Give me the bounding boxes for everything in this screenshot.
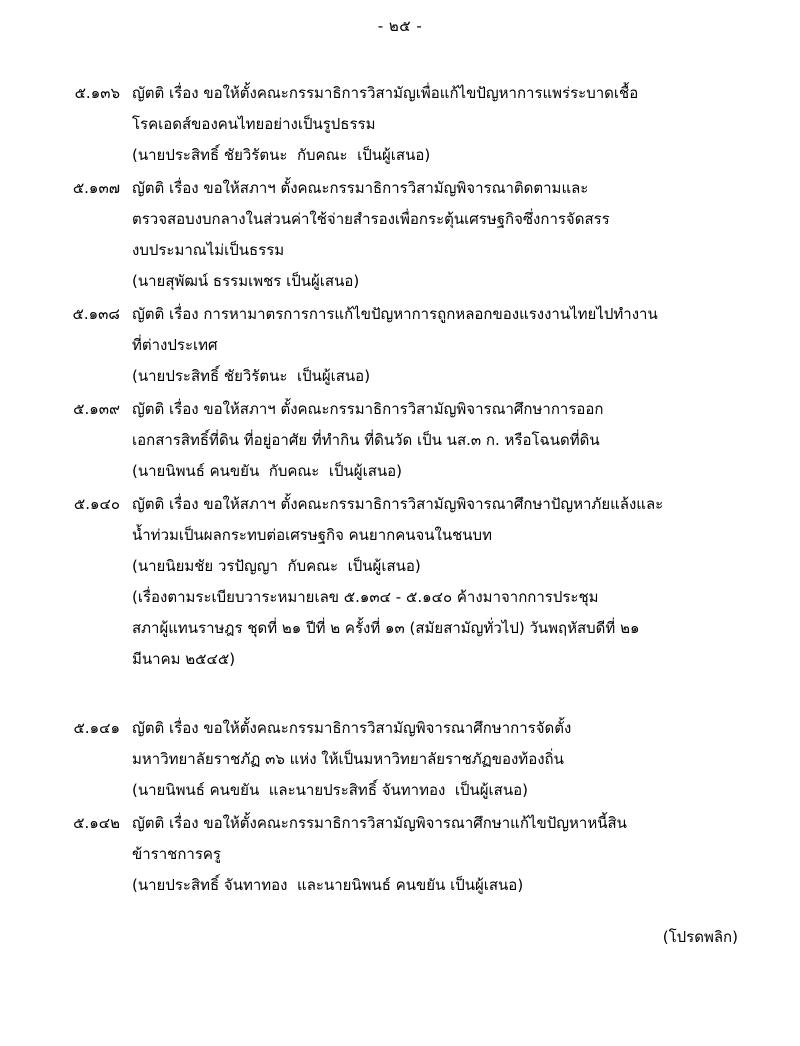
agenda-entry-number: ๕.๑๓๘ (72, 305, 120, 323)
agenda-entry-number: ๕.๑๔๒ (73, 814, 120, 832)
agenda-entry-body (132, 78, 738, 171)
agenda-entry-proposer: (นายประสิทธิ์ ชัยวิรัตนะ เป็นผู้เสนอ) (132, 367, 371, 385)
agenda-entry-number: ๕.๑๓๙ (73, 400, 120, 418)
agenda-entry-body (132, 489, 738, 675)
agenda-entry-proposer: (นายประสิทธิ์ จันทาทอง และนายนิพนธ์ คนขยัน เป็นผู้เสนอ) (132, 876, 524, 894)
agenda-entry-text-line: ที่ต่างประเทศ (132, 336, 218, 354)
page-number: - ๒๕ - (377, 17, 423, 35)
agenda-entry-proposer: (นายนิพนธ์ คนขยัน กับคณะ เป็นผู้เสนอ) (132, 462, 402, 480)
document-content (0, 38, 800, 901)
agenda-entry (62, 808, 738, 901)
agenda-entry-text-line: งบประมาณไม่เป็นธรรม (132, 241, 285, 259)
agenda-entry (62, 78, 738, 171)
agenda-entry-text-line: ญัตติ เรื่อง ขอให้สภาฯ ตั้งคณะกรรมาธิการวิสามัญพิจารณาติดตามและ (132, 179, 589, 197)
agenda-entry-note-line: มีนาคม ๒๕๔๕) (132, 650, 236, 668)
agenda-entry (62, 394, 738, 487)
agenda-entry-body (132, 299, 738, 392)
agenda-entry-proposer: (นายประสิทธิ์ ชัยวิรัตนะ กับคณะ เป็นผู้เสนอ) (132, 146, 431, 164)
agenda-entry-text-line: ญัตติ เรื่อง ขอให้สภาฯ ตั้งคณะกรรมาธิการวิสามัญพิจารณาศึกษาการออก (132, 400, 604, 418)
agenda-entry-text-line: ญัตติ เรื่อง ขอให้ตั้งคณะกรรมาธิการวิสามัญเพื่อแก้ไขปัญหาการแพร่ระบาดเชื้อ (132, 84, 639, 102)
agenda-entry (62, 173, 738, 297)
agenda-entry-text-line: เอกสารสิทธิ์ที่ดิน ที่อยู่อาศัย ที่ทำกิน ที่ดินวัด เป็น นส.๓ ก. หรือโฉนดที่ดิน (132, 431, 600, 449)
agenda-entry (62, 713, 738, 806)
agenda-entry-text-line: มหาวิทยาลัยราชภัฏ ๓๖ แห่ง ให้เป็นมหาวิทยาลัยราชภัฏของท้องถิ่น (132, 750, 564, 768)
agenda-entry-text-line: ญัตติ เรื่อง ขอให้ตั้งคณะกรรมาธิการวิสามัญพิจารณาศึกษาแก้ไขปัญหาหนี้สิน (132, 814, 627, 832)
agenda-entry-body (132, 394, 738, 487)
agenda-entry (62, 299, 738, 392)
agenda-entry-text-line: ญัตติ เรื่อง ขอให้สภาฯ ตั้งคณะกรรมาธิการวิสามัญพิจารณาศึกษาปัญหาภัยแล้งและ (132, 495, 664, 513)
agenda-entry-proposer: (นายนิยมชัย วรปัญญา กับคณะ เป็นผู้เสนอ) (132, 557, 421, 575)
agenda-entry (62, 489, 738, 675)
agenda-entry-body (132, 173, 738, 297)
agenda-entry-text-line: ญัตติ เรื่อง ขอให้ตั้งคณะกรรมาธิการวิสามัญพิจารณาศึกษาการจัดตั้ง (132, 719, 572, 737)
agenda-entry-list (62, 78, 738, 901)
agenda-entry-note-line: (เรื่องตามระเบียบวาระหมายเลข ๕.๑๓๔ - ๕.๑๔๐ ค้างมาจากการประชุม (132, 588, 599, 606)
agenda-entry-text-line: น้ำท่วมเป็นผลกระทบต่อเศรษฐกิจ คนยากคนจนในชนบท (132, 526, 492, 544)
agenda-entry-proposer: (นายนิพนธ์ คนขยัน และนายประสิทธิ์ จันทาทอง เป็นผู้เสนอ) (132, 781, 528, 799)
agenda-entry-number: ๕.๑๔๑ (73, 719, 120, 737)
agenda-entry-note-line: สภาผู้แทนราษฎร ชุดที่ ๒๑ ปีที่ ๒ ครั้งที่ ๑๓ (สมัยสามัญทั่วไป) วันพฤหัสบดีที่ ๒๑ (132, 619, 640, 637)
agenda-entry-text-line: โรคเอดส์ของคนไทยอย่างเป็นรูปธรรม (132, 115, 376, 133)
agenda-entry-body (132, 808, 738, 901)
agenda-entry-text-line: ตรวจสอบงบกลางในส่วนค่าใช้จ่ายสำรองเพื่อกระตุ้นเศรษฐกิจซึ่งการจัดสรร (132, 210, 610, 228)
agenda-entry-proposer: (นายสุพัฒน์ ธรรมเพชร เป็นผู้เสนอ) (132, 272, 360, 290)
agenda-entry-number: ๕.๑๔๐ (73, 495, 120, 513)
agenda-entry-body (132, 713, 738, 806)
agenda-entry-note (132, 582, 738, 675)
footer-note: (โปรดพลิก) (662, 928, 738, 946)
agenda-entry-number: ๕.๑๓๗ (72, 179, 120, 197)
section-gap (62, 677, 738, 713)
agenda-entry-text-line: ข้าราชการครู (132, 845, 221, 863)
agenda-entry-text-line: ญัตติ เรื่อง การหามาตรการการแก้ไขปัญหาการถูกหลอกของแรงงานไทยไปทำงาน (132, 305, 658, 323)
agenda-entry-number: ๕.๑๓๖ (74, 84, 120, 102)
